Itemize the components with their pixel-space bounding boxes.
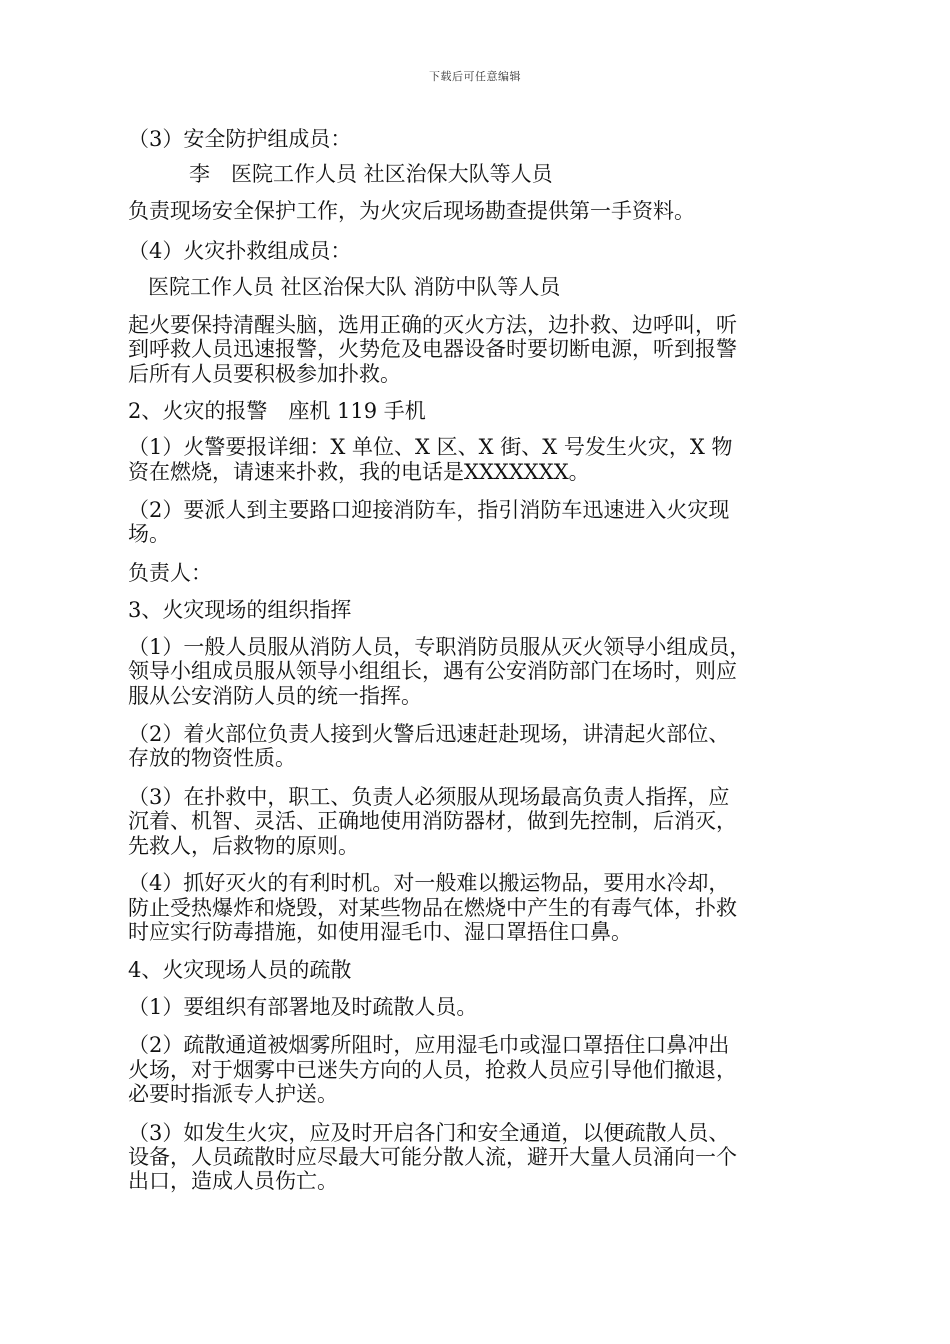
text-line: （2）着火部位负责人接到火警后迅速赶赴现场，讲清起火部位、	[128, 722, 730, 746]
text-line: 出口，造成人员伤亡。	[128, 1169, 338, 1193]
text-line: （4）抓好灭火的有利时机。对一般难以搬运物品，要用水冷却，	[128, 871, 730, 895]
text-line: 必要时指派专人护送。	[128, 1082, 338, 1106]
text-line: 负责人：	[128, 561, 212, 585]
text-line: 医院工作人员 社区治保大队 消防中队等人员	[148, 275, 561, 299]
text-line: 服从公安消防人员的统一指挥。	[128, 684, 422, 708]
text-line: 后所有人员要积极参加扑救。	[128, 362, 401, 386]
text-line: 设备，人员疏散时应尽最大可能分散人流，避开大量人员涌向一个	[128, 1145, 737, 1169]
text-line: （1）火警要报详细：X 单位、X 区、X 街、X 号发生火灾，X 物	[128, 435, 733, 459]
text-line: 时应实行防毒措施，如使用湿毛巾、湿口罩捂住口鼻。	[128, 920, 632, 944]
text-line: （2）疏散通道被烟雾所阻时，应用湿毛巾或湿口罩捂住口鼻冲出	[128, 1033, 730, 1057]
text-line: 领导小组成员服从领导小组组长，遇有公安消防部门在场时，则应	[128, 659, 737, 683]
text-line: 场。	[128, 522, 170, 546]
text-line: 防止受热爆炸和烧毁，对某些物品在燃烧中产生的有毒气体，扑救	[128, 896, 737, 920]
text-line: （1）一般人员服从消防人员，专职消防员服从灭火领导小组成员，	[128, 635, 751, 659]
text-line: 3、火灾现场的组织指挥	[128, 598, 352, 622]
text-line: 资在燃烧，请速来扑救，我的电话是XXXXXXX。	[128, 460, 590, 484]
text-line: （2）要派人到主要路口迎接消防车，指引消防车迅速进入火灾现	[128, 498, 730, 522]
text-line: 存放的物资性质。	[128, 746, 296, 770]
text-line: （1）要组织有部署地及时疏散人员。	[128, 995, 478, 1019]
page-header: 下载后可任意编辑	[429, 70, 521, 83]
text-line: （3）在扑救中，职工、负责人必须服从现场最高负责人指挥，应	[128, 785, 730, 809]
text-line: （3）如发生火灾，应及时开启各门和安全通道，以便疏散人员、	[128, 1121, 730, 1145]
text-line: 到呼救人员迅速报警，火势危及电器设备时要切断电源，听到报警	[128, 337, 737, 361]
text-line: 沉着、机智、灵活、正确地使用消防器材，做到先控制，后消灭，	[128, 809, 737, 833]
text-line: 火场，对于烟雾中已迷失方向的人员，抢救人员应引导他们撤退，	[128, 1058, 737, 1082]
text-line: 负责现场安全保护工作，为火灾后现场勘查提供第一手资料。	[128, 199, 695, 223]
text-line: 先救人，后救物的原则。	[128, 834, 359, 858]
text-line: （4）火灾扑救组成员：	[128, 239, 352, 263]
text-line: （3）安全防护组成员：	[128, 127, 352, 151]
text-line: 李 医院工作人员 社区治保大队等人员	[189, 162, 553, 186]
text-line: 2、火灾的报警 座机 119 手机	[128, 399, 426, 423]
text-line: 起火要保持清醒头脑，选用正确的灭火方法，边扑救、边呼叫，听	[128, 313, 737, 337]
text-line: 4、火灾现场人员的疏散	[128, 958, 352, 982]
